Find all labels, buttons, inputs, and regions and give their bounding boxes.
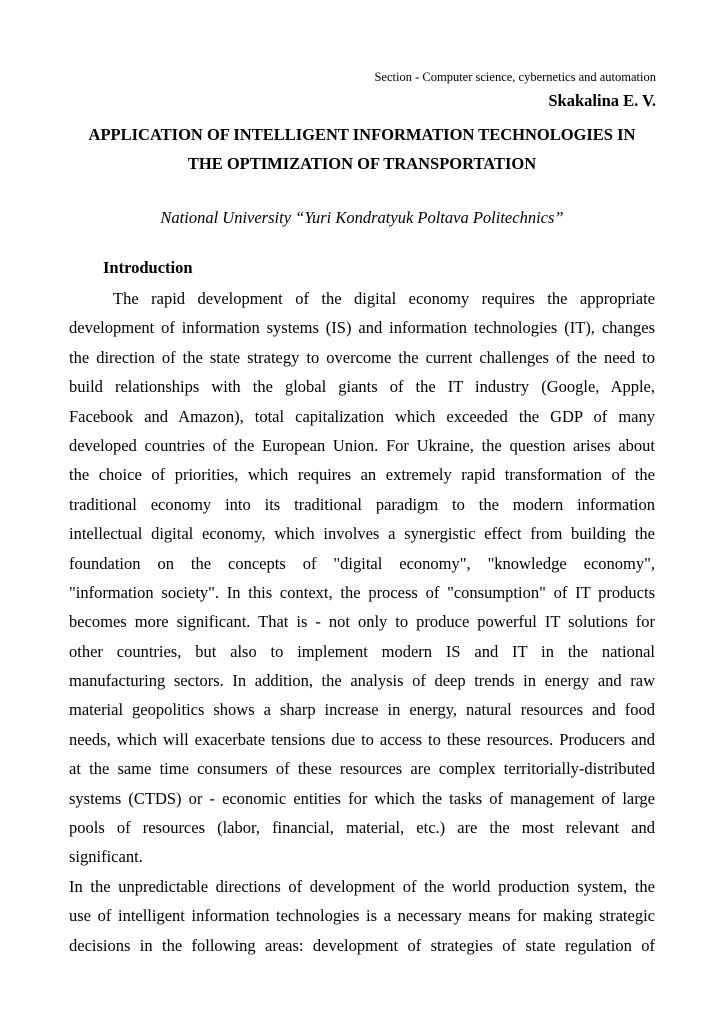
body-line: "information society". In this context, the process of "consumption" of IT products	[69, 582, 655, 602]
body-line: use of intelligent information technologies is a necessary means for making strategic	[69, 906, 655, 926]
body-line: becomes more significant. That is - not only to produce powerful IT solutions for	[69, 612, 655, 632]
body-line: intellectual digital economy, which involves a synergistic effect from building the	[69, 524, 655, 544]
body-line: decisions in the following areas: development of strategies of state regulation of	[69, 935, 655, 955]
body-line: at the same time consumers of these resources are complex territorially-distributed	[69, 759, 655, 779]
body-line: foundation on the concepts of "digital economy", "knowledge economy",	[69, 553, 655, 573]
section-header: Section - Computer science, cybernetics and automation	[374, 70, 656, 84]
title-line: APPLICATION OF INTELLIGENT INFORMATION TECHNOLOGIES IN	[88, 125, 636, 144]
body-line: Facebook and Amazon), total capitalization which exceeded the GDP of many	[69, 406, 655, 426]
body-line: traditional economy into its traditional paradigm to the modern information	[69, 494, 655, 514]
body-line: build relationships with the global giants of the IT industry (Google, Apple,	[69, 377, 655, 397]
body-line: development of information systems (IS) and information technologies (IT), changes	[69, 318, 655, 338]
body-line: significant.	[69, 847, 143, 867]
body-line: manufacturing sectors. In addition, the analysis of deep trends in energy and raw	[69, 671, 655, 691]
body-line: pools of resources (labor, financial, material, etc.) are the most relevant and	[69, 818, 655, 838]
paper-title	[60, 120, 664, 178]
body-line: In the unpredictable directions of development of the world production system, the	[69, 876, 655, 896]
body-line: material geopolitics shows a sharp increase in energy, natural resources and food	[69, 700, 655, 720]
body-line: needs, which will exacerbate tensions due to access to these resources. Producers and	[69, 729, 655, 749]
body-line: other countries, but also to implement modern IS and IT in the national	[69, 641, 655, 661]
section-heading-introduction: Introduction	[103, 258, 193, 277]
body-line: The rapid development of the digital economy requires the appropriate	[113, 289, 655, 308]
introduction-body	[69, 284, 655, 960]
body-line: the choice of priorities, which requires an extremely rapid transformation of the	[69, 465, 655, 485]
author-name: Skakalina E. V.	[548, 91, 656, 110]
affiliation: National University “Yuri Kondratyuk Poltava Politechnics”	[160, 208, 564, 227]
body-line: systems (CTDS) or - economic entities for which the tasks of management of large	[69, 788, 655, 808]
body-line: the direction of the state strategy to overcome the current challenges of the need to	[69, 347, 655, 367]
body-line: developed countries of the European Union. For Ukraine, the question arises about	[69, 435, 655, 455]
title-line: THE OPTIMIZATION OF TRANSPORTATION	[187, 154, 537, 173]
